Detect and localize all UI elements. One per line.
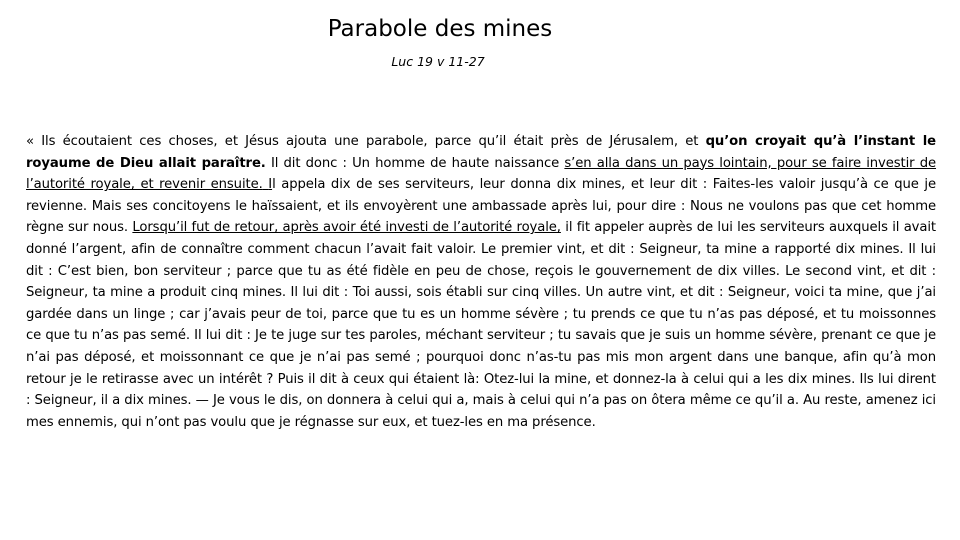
- passage-segment-intro: « Ils écoutaient ces choses, et Jésus ajouta une parabole, parce qu’il était près de Jérusalem, et: [26, 134, 706, 149]
- passage-segment-underlined-letter: I: [268, 177, 273, 193]
- page-title: Parabole des mines: [327, 16, 553, 42]
- passage-segment-conclusion: il fit appeler auprès de lui les serviteurs auxquels il avait donné l’argent, afin de connaître comment chacun l’avait fait valoir. Le premier vint, et dit : Seigneur, ta mine a rapporté dix mines. Il lui dit : C’est bien, bon serviteur ; parce que tu as été fidèle en peu de chose, reçois le gouvernement de dix villes. Le second vint, et dit : Seigneur, ta mine a produit cinq mines. Il lui dit : Toi aussi, sois établi sur cinq villes. Un autre vint, et dit : Seigneur, voici ta mine, que j’ai gardée dans un linge ; car j’avais peur de toi, parce que tu es un homme sévère ; tu prends ce que tu n’as pas déposé, et tu moissonnes ce que tu n’as pas semé. Il lui dit : Je te juge sur tes paroles, méchant serviteur ; tu savais que je suis un homme sévère, prenant ce que je n’ai pas déposé, et moissonnant ce que je n’ai pas semé ; pourquoi donc n’as-tu pas mis mon argent dans une banque, afin qu’à mon retour je le retirasse avec un intérêt ? Puis il dit à ceux qui étaient là: Otez-lui la mine, et donnez-la à celui qui a les dix mines. Ils lui dirent : Seigneur, il a dix mines. — Je vous le dis, on donnera à celui qui a, mais à celui qui n’a pas on ôtera même ce qu’il a. Au reste, amenez ici mes ennemis, qui n’ont pas voulu que je régnasse sur eux, et tuez-les en ma présence.: [26, 220, 937, 430]
- passage-segment-bold: qu’on croyait qu’à l’instant le royaume de Dieu allait paraître.: [26, 134, 936, 171]
- passage-segment-underlined-return: Lorsqu’il fut de retour, après avoir été investi de l’autorité royale,: [132, 220, 561, 236]
- passage-segment-parable-start: Il dit donc : Un homme de haute naissance: [265, 155, 565, 171]
- scripture-reference: Luc 19 v 11-27: [391, 54, 485, 69]
- passage-segment-servants: l appela dix de ses serviteurs, leur donna dix mines, et leur dit : Faites-les valoir jusqu’à ce que je revienne. Mais ses concitoyens le haïssaient, et ils envoyèrent une ambassade après lui, pour dire : Nous ne voulons pas que cet homme règne sur nous.: [26, 177, 936, 236]
- passage-text: [26, 131, 936, 433]
- passage-segment-underlined-journey: s’en alla dans un pays lointain, pour se faire investir de l’autorité royale, et revenir ensuite.: [26, 155, 937, 193]
